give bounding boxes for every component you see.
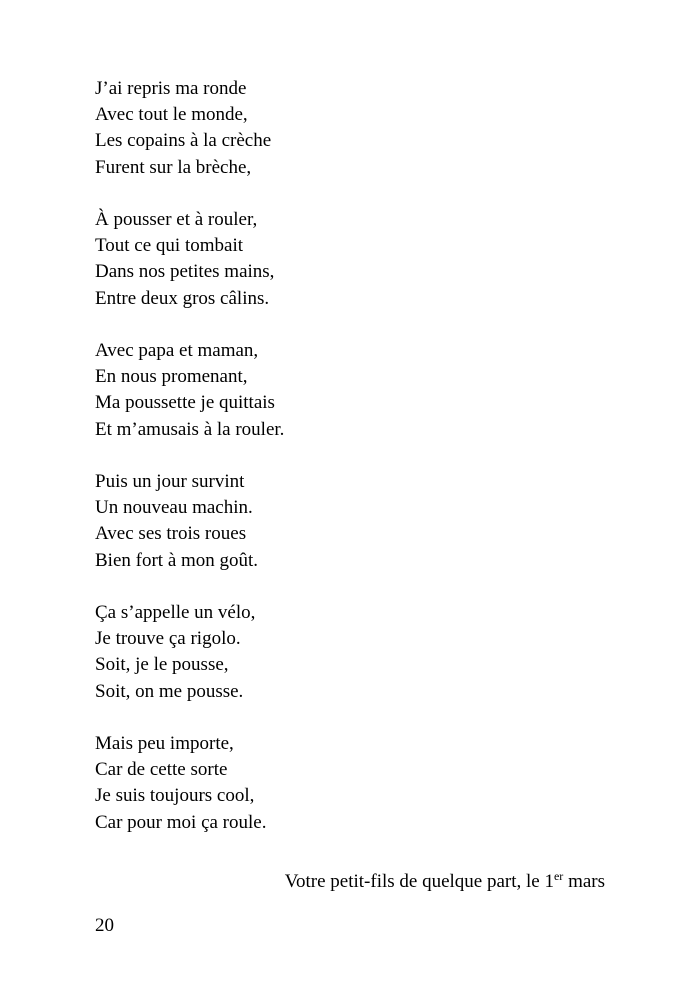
poem-line: J’ai repris ma ronde [95,78,247,99]
poem-line: Et m’amusais à la rouler. [95,418,285,440]
poem-line: En nous promenant, [95,366,248,388]
poem-line: Car de cette sorte [95,759,228,781]
poem-line: Soit, on me pousse. [95,680,244,702]
poem-line: Tout ce qui tombait [95,235,244,257]
signature-superscript: er [553,869,564,883]
poem-line: Avec ses trois roues [95,523,247,545]
page-number: 20 [95,915,114,936]
poem-line: Je suis toujours cool, [95,785,255,807]
poem-line: Ça s’appelle un vélo, [95,602,256,623]
poem-line: Car pour moi ça roule. [95,811,267,833]
poem-line: Avec tout le monde, [95,104,248,126]
poem-line: Je trouve ça rigolo. [95,628,241,650]
poem-line: Un nouveau machin. [95,497,253,519]
poem-line: Puis un jour survint [95,471,245,492]
poem [95,76,615,836]
poem-line: À pousser et à rouler, [95,209,258,230]
poem-line: Mais peu importe, [95,733,234,754]
stanza [95,338,615,443]
poem-line: Les copains à la crèche [95,130,272,152]
stanza [95,207,615,312]
poem-line: Entre deux gros câlins. [95,287,270,309]
signature [285,869,605,895]
stanza [95,600,615,705]
stanza [95,731,615,836]
poem-line: Ma poussette je quittais [95,392,275,414]
signature-text: Votre petit-fils de quelque part, le 1 [284,871,554,892]
poem-line: Bien fort à mon goût. [95,549,259,571]
poem-line: Avec papa et maman, [95,340,259,361]
signature-suffix: mars [563,871,605,892]
poem-line: Soit, je le pousse, [95,654,229,676]
poem-line: Dans nos petites mains, [95,261,275,283]
stanza [95,76,615,181]
stanza [95,469,615,574]
poem-line: Furent sur la brèche, [95,156,252,178]
